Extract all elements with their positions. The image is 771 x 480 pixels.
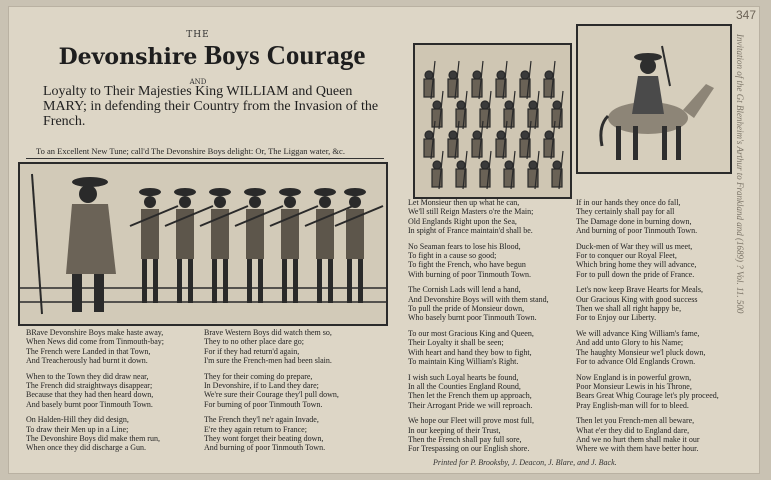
verse-line: No Seaman fears to lose his Blood,	[408, 241, 521, 251]
verse-line: And burning of poor Tinmouth Town.	[576, 226, 698, 236]
margin-note: Invitation of the Gt Blenheim's Arthur to Frankland and (1689) ? Vol. 11. 500	[735, 34, 745, 314]
verse-line: In spight of France maintain'd shall be.	[408, 226, 533, 236]
verse-line: For to pull down the pride of France.	[576, 269, 695, 279]
verse-line: Their Loyalty it shall be seen;	[408, 338, 504, 348]
stanza	[408, 373, 573, 411]
broadside-sheet	[8, 6, 760, 474]
verse-line: When once they did discharge a Gun.	[26, 443, 147, 453]
woodcut-horseman	[576, 24, 732, 174]
verse-line: We will advance King William's fame,	[576, 328, 700, 338]
verse-line: Then the French shall pay full sore,	[408, 434, 522, 444]
verse-line: The French they'l ne'r again Invade,	[204, 415, 319, 425]
verse-line: For Trespassing on our English shore.	[408, 444, 530, 454]
verse-column-4	[576, 198, 736, 460]
verse-line: They to no other place dare go;	[204, 337, 304, 347]
verse-line: In all the Counties England Round,	[408, 381, 521, 391]
stanza	[576, 198, 736, 236]
verse-line: Bears Great Whig Courage let's ply proceed,	[576, 391, 719, 401]
verse-line: Then let the French them up approach,	[408, 391, 532, 401]
stanza	[576, 373, 736, 411]
verse-line: Which bring home they will advance,	[576, 260, 697, 270]
stanza	[576, 329, 736, 367]
verse-line: Then we shall all right happy be,	[576, 304, 682, 314]
verse-line: Their Arrogant Pride we will reproach.	[408, 400, 533, 410]
verse-line: And Devonshire Boys will with them stand,	[408, 294, 549, 304]
stanza	[408, 416, 573, 454]
verse-line: To our most Gracious King and Queen,	[408, 328, 534, 338]
verse-line: Pray English-man will for to bleed.	[576, 400, 689, 410]
stanza	[26, 328, 201, 366]
stanza	[408, 198, 573, 236]
verse-line: Who basely burnt poor Tinmouth Town.	[408, 313, 537, 323]
verse-line: I'm sure the French-men had been slain.	[204, 356, 332, 366]
verse-line: And we no hurt them shall make it our	[576, 434, 700, 444]
woodcut-battle	[413, 43, 572, 199]
verse-line: The Damage done in burning down,	[576, 216, 692, 226]
verse-line: In our keeping of their Trust,	[408, 425, 501, 435]
verse-line: Our Gracious King with good success	[576, 294, 698, 304]
verse-line: Poor Monsieur Lewis in his Throne,	[576, 381, 692, 391]
verse-line: To fight the French, who have begun	[408, 260, 526, 270]
stanza	[26, 372, 201, 410]
verse-line: They for their coming do prepare,	[204, 371, 313, 381]
verse-line: What e'er they did to England dare,	[576, 425, 690, 435]
subtitle: Loyalty to Their Majesties King WILLIAM and Queen MARY; in defending their Country from the Invasion of the French.	[43, 84, 379, 129]
verse-column-2	[204, 328, 384, 459]
tune-line: To an Excellent New Tune; call'd The Devonshire Boys delight: Or, The Liggan water, &c.	[36, 146, 345, 156]
verse-line: When News did come from Tinmouth-bay;	[26, 337, 164, 347]
verse-line: E're they again return to France;	[204, 424, 307, 434]
verse-line: They wont forget their beating down,	[204, 434, 324, 444]
verse-line: We hope our Fleet will prove most full,	[408, 416, 534, 426]
verse-line: On Halden-Hill they did design,	[26, 415, 129, 425]
stanza	[204, 372, 384, 410]
battle-illustration	[415, 45, 570, 197]
verse-line: The Devonshire Boys did make them run,	[26, 434, 160, 444]
verse-line: Brave Western Boys did watch them so,	[204, 328, 332, 337]
verse-line: BRave Devonshire Boys make haste away,	[26, 328, 164, 337]
verse-column-3	[408, 198, 573, 460]
verse-line: To maintain King William's Right.	[408, 357, 519, 367]
verse-line: To draw their Men up in a Line;	[26, 424, 129, 434]
verse-line: Then let you French-men all beware,	[576, 416, 695, 426]
ballad-title	[22, 40, 402, 71]
verse-line: Because that they had then heard down,	[26, 390, 154, 400]
verse-line: Duck-men of War they will us meet,	[576, 241, 693, 251]
verse-line: The French were Landed in that Town,	[26, 346, 151, 356]
verse-line: For if they had return'd again,	[204, 346, 300, 356]
verse-column-1	[26, 328, 201, 459]
horseman-illustration	[578, 26, 730, 172]
verse-line: Let Monsieur then up what he can,	[408, 198, 520, 207]
verse-line: Old Englands Right upon the Sea,	[408, 216, 517, 226]
title-article: THE	[186, 30, 210, 40]
stanza	[408, 242, 573, 280]
verse-line: With burning of poor Tinmouth Town.	[408, 269, 531, 279]
stanza	[576, 416, 736, 454]
verse-line: And burning of poor Tinmouth Town.	[204, 443, 326, 453]
verse-line: With heart and hand they bow to fight,	[408, 347, 532, 357]
verse-line: When to the Town they did draw near,	[26, 371, 149, 381]
header-rule	[26, 158, 384, 159]
stanza	[576, 242, 736, 280]
stanza	[26, 415, 201, 453]
verse-line: And Treacherously had burnt it down.	[26, 356, 148, 366]
verse-line: Let's now keep Brave Hearts for Meals,	[576, 285, 703, 295]
verse-line: If in our hands they once do fall,	[576, 198, 681, 207]
verse-line: The haughty Monsieur we'l pluck down,	[576, 347, 706, 357]
verse-line: And add unto Glory to his Name;	[576, 338, 684, 348]
verse-line: For to conquer our Royal Fleet,	[576, 251, 677, 261]
folio-number: 347	[735, 8, 756, 22]
verse-line: For burning of poor Tinmouth Town.	[204, 399, 323, 409]
stanza	[204, 328, 384, 366]
verse-line: We're sure their Courage they'l pull down,	[204, 390, 339, 400]
verse-line: Now England is in powerful grown,	[576, 372, 692, 382]
stanza	[204, 415, 384, 453]
verse-line: To fight in a cause so good;	[408, 251, 497, 261]
verse-line: They certainly shall pay for all	[576, 207, 675, 217]
verse-line: For to Enjoy our Liberty.	[576, 313, 657, 323]
title-and: AND	[189, 78, 207, 86]
stanza	[408, 329, 573, 367]
verse-line: And basely burnt poor Tinmouth Town.	[26, 399, 153, 409]
imprint: Printed for P. Brooksby, J. Deacon, J. Blare, and J. Back.	[433, 458, 617, 467]
soldiers-illustration	[20, 164, 386, 324]
verse-line: The Cornish Lads will lend a hand,	[408, 285, 521, 295]
verse-line: To pull the pride of Monsieur down,	[408, 304, 525, 314]
verse-line: I wish such Loyal hearts be found,	[408, 372, 519, 382]
stanza	[408, 285, 573, 323]
verse-line: Where we with them have better hour.	[576, 444, 699, 454]
verse-line: In Devonshire, if to Land they dare;	[204, 381, 319, 391]
verse-line: The French did straightways disappear;	[26, 381, 153, 391]
verse-line: We'll still Reign Masters o're the Main;	[408, 207, 534, 217]
stanza	[576, 285, 736, 323]
verse-line: For to advance Old Englands Crown.	[576, 357, 696, 367]
title-blackletter: Devonshire	[58, 44, 198, 70]
woodcut-soldiers	[18, 162, 388, 326]
title-roman: Boys Courage	[204, 40, 366, 70]
